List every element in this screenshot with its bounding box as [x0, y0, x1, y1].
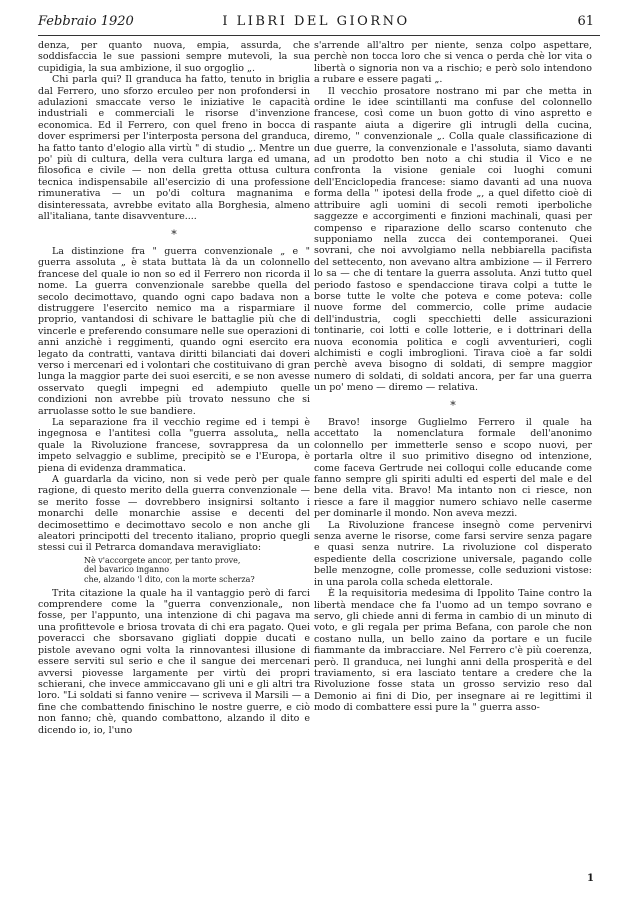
running-header [38, 14, 594, 34]
paragraph: È la requisitoria medesima di Ippolito Taine contro la libertà mendace che fa l'uomo ad un tempo sovrano e servo, gli chiede anni di ferma in cambio di un minuto di voto, e gli regala per prima Befana, con parole che non costano nulla, un bello zaino da portare e un fucile fiammante da imbracciare. Nel Ferrero c'è più coerenza, però. Il granduca, nei lunghi anni della prosperità e del traviamento, si era lasciato tentare a credere che la Rivoluzione fosse stata un grosso servizio reso dal Demonio ai fini di Dio, per insegnare ai re legittimi il modo di combattere essi pure la " guerra asso- [314, 588, 592, 714]
paragraph: Il vecchio prosatore nostrano mi par che metta in ordine le idee scintillanti ma confuse del colonnello francese, così come un buon gotto di vino aspretto e raspante aiuta a digerire gli intrugli della cucina, diremo, " convenzionale „. Colla quale classificazione di due guerre, la convenzionale e l'assoluta, siamo davanti ad un prodotto ben noto a chi studia il Vico e ne confronta la visione geniale coi luoghi comuni dell'Enciclopedia francese: siamo davanti ad una nuova forma della " ipotesi della frode „, a quel difetto cioè di attribuire agli uomini di secoli remoti iperboliche saggezze e accorgimenti e finzioni machinali, quasi per compenso e riparazione dello scarso contenuto che supponiamo nella zucca dei contemporanei. Quei sovrani, che noi avvolgiamo nella nebbiarella pacifista del settecento, non avevano altra ambizione — il Ferrero lo sa — che di tentare la guerra assoluta. Anzi tutto quel periodo fastoso e spendaccione tirava colpi a tutte le borse tutte le volte che poteva e come poteva: colle nuove forme del commercio, colle prime audacie dell'industria, cogli specchietti delle assicurazioni tontinarie, coi lotti e colle lotterie, e i dottrinari della nuova economia politica e cogli avventurieri, cogli alchimisti e cogli imbroglioni. Tirava cioè a far soldi perchè aveva bisogno di soldati, di sempre maggior numero di soldati, di soldati ancora, per far una guerra un po' meno — diremo — relativa. [314, 85, 592, 394]
paragraph: La distinzione fra " guerra convenzionale „ e " guerra assoluta „ è stata buttata là da un colonnello francese del quale io non so ed il Ferrero non ricorda il nome. La guerra convenzionale sarebbe quella del secolo decimottavo, quando ogni capo badava non a distruggere l'esercito nemico ma a risparmiare il proprio, vantandosi di schivare le battaglie più che di vincerle e preferendo consumare nelle sue operazioni di anni anzichè i reggimenti, quando ogni esercito era legato da contratti, vantava diritti bilanciati dai doveri verso i mercenari ed i volontari che costituivano di gran lunga la maggior parte dei suoi eserciti, e se non avesse osservato quegli impegni ed adempiuto quelle condizioni non avrebbe più trovato nessuno che si arruolasse sotto le sue bandiere. [38, 245, 310, 417]
signature-mark: 1 [587, 873, 594, 884]
paragraph: denza, per quanto nuova, empia, assurda, che soddisfaccia le sue passioni sempre mutevoli, la sua cupidigia, la sua ambizione, il suo orgoglio „. [38, 40, 310, 74]
left-column [38, 40, 310, 736]
verse-line: Nè v'accorgete ancor, per tanto prove, [84, 555, 241, 565]
verse-quotation [84, 556, 310, 585]
verse-line: del bavarico inganno [84, 565, 170, 575]
paragraph: Trita citazione la quale ha il vantaggio però di farci comprendere come la "guerra convenzionale„ non fosse, per l'appunto, una intenzione di chi pagava ma una profittevole e briosa trovata di chi era pagato. Quei poveracci che sborsavano gigliati doppie ducati e pistole avevano ogni volta la rinnovantesi illusione di essere serviti sul serio e che il sangue dei mercenari avversi piovesse largamente per virtù dei propri schierani, che invece ammiccavano gli uni e gli altri tra loro. "Li soldati si fanno venire — scriveva il Marsili — a fine che combattendo finischino le nostre guerre, e ciò non fanno; chè, quando combattono, alzando il dito e dicendo io, io, l'uno [38, 587, 310, 736]
paragraph: s'arrende all'altro per niente, senza colpo aspettare, perchè non tocca loro che si venca o perda chè lor vita o libertà o signoria non va a rischio; e però solo intendono a rubare e essere pagati „. [314, 40, 592, 86]
page-number: 61 [577, 14, 594, 29]
paragraph: Chi parla qui? Il granduca ha fatto, tenuto in briglia dal Ferrero, uno sforzo erculeo per non profondersi in adulazioni smaccate verso le iniziative le capacità industriali e commerciali le risorse d'invenzione economica. Ed il Ferrero, con quel freno in bocca di dover esprimersi per l'interposta persona del granduca, ha fatto tanto d'elogio alla virtù " di studio „. Mentre un po' più di cultura, della vera cultura larga ed umana, filosofica e civile — non della gretta ottusa cultura tecnica indispensabile all'esercizio di una professione rimunerativa — un po'di coltura magnanima e disinteressata, avrebbe evitato alla Borghesia, almeno all'italiana, tante disavventure.... [38, 74, 310, 223]
paragraph: La separazione fra il vecchio regime ed i tempi è ingegnosa e l'antitesi colla "guerra assoluta„ nella quale la Rivoluzione francese, sovrappresa da un impeto selvaggio e sublime, precipitò se e l'Europa, è piena di evidenza drammatica. [38, 417, 310, 474]
section-separator: * [171, 227, 177, 241]
header-rule [38, 35, 600, 36]
verse-line: che, alzando 'l dito, con la morte scherza? [84, 575, 255, 585]
paragraph: La Rivoluzione francese insegnò come pervenirvi senza averne le risorse, come farsi servire senza pagare e quasi senza nutrire. La rivoluzione col disperato espediente della coscrizione universale, pagando colle belle menzogne, colle promesse, colle seduzioni vistose: in una parola colla scheda elettorale. [314, 519, 592, 588]
issue-date: Febbraio 1920 [38, 14, 134, 29]
right-column [314, 40, 592, 714]
journal-title: I LIBRI DEL GIORNO [222, 14, 410, 29]
section-separator: * [450, 398, 456, 412]
paragraph: A guardarla da vicino, non si vede però per quale ragione, di questo merito della guerra convenzionale — se merito fosse — dovrebbero insignirsi soltanto i monarchi delle monarchie assise e decenti del decimosettimo e decimottavo secolo e non anche gli aleatori principotti del trecento italiano, proprio quegli stessi cui il Petrarca domandava meravigliato: [38, 474, 310, 554]
paragraph: Bravo! insorge Guglielmo Ferrero il quale ha accettato la nomenclatura formale dell'anonimo colonnello per immetterle senso e scopo nuovi, per portarla oltre il suo primitivo disegno od intenzione, come faceva Gertrude nei colloqui colle educande come fanno sempre gli spiriti adulti ed esperti del male e del bene della vita. Bravo! Ma intanto non ci riesce, non riesce a fare il maggior numero schiavo nelle caserme per dominarle il mondo. Non aveva mezzi. [314, 417, 592, 520]
